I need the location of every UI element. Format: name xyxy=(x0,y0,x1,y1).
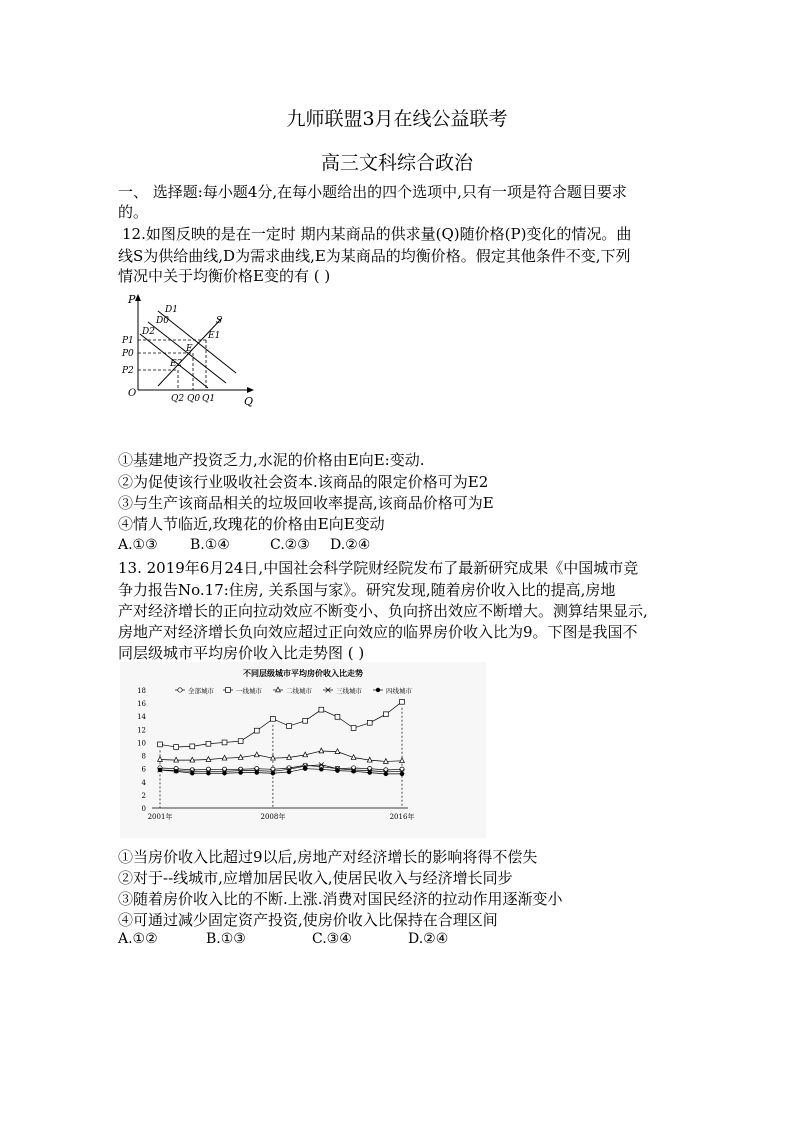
q13-item-3: ③随着房价收入比的不断.上涨.消费对国民经济的拉动作用逐渐变小 xyxy=(118,890,563,908)
q13-stem-3: 产对经济增长的正向拉动效应不断变小、负向挤出效应不断增大。测算结果显示, xyxy=(118,602,648,620)
data-point xyxy=(206,771,210,775)
data-point xyxy=(383,712,388,717)
data-point xyxy=(351,726,356,731)
data-point xyxy=(255,770,259,774)
data-point xyxy=(190,771,194,775)
q12-option-b: B.①④ xyxy=(190,537,230,553)
label-d2: D2 xyxy=(142,327,155,337)
tick-q0: Q0 xyxy=(187,394,201,404)
q12-item-2: ②为促使该行业吸收社会资本.该商品的限定价格可为E2 xyxy=(118,473,489,491)
q13-option-a: A.①② xyxy=(118,931,158,947)
y-tick-label: 10 xyxy=(137,739,146,748)
data-point xyxy=(335,768,339,772)
y-tick-label: 18 xyxy=(137,687,146,695)
x-axis-label: Q xyxy=(244,395,254,408)
data-point xyxy=(287,770,291,774)
label-d0: D0 xyxy=(156,316,169,326)
legend-marker xyxy=(376,688,380,692)
legend-marker xyxy=(178,688,182,692)
data-point xyxy=(158,768,162,772)
q13-item-1: ①当房价收入比超过9以后,房地产对经济增长的影响将得不偿失 xyxy=(118,848,538,866)
legend-item xyxy=(175,686,215,695)
data-point xyxy=(271,771,275,775)
legend-item xyxy=(323,686,363,695)
q12-stem-3: 情况中关于均衡价格E变的有 ( ) xyxy=(118,267,331,285)
data-point xyxy=(238,770,242,774)
data-point xyxy=(383,759,388,764)
data-point xyxy=(254,728,259,733)
legend-item xyxy=(273,686,313,695)
q12-stem-2: 线S为供给曲线,D为需求曲线,E为某商品的均衡价格。假定其他条件不变,下列 xyxy=(118,247,631,265)
legend-marker xyxy=(226,688,231,693)
q13-stem-5: 同层级城市平均房价收入比走势图 ( ) xyxy=(118,644,365,662)
section-heading: 一、 选择题:每小题4分,在每小题给出的四个选项中,只有一项是符合题目要求 xyxy=(118,183,627,201)
data-point xyxy=(238,739,243,744)
label-e: E xyxy=(186,344,193,354)
data-point xyxy=(158,742,163,747)
data-point xyxy=(319,767,323,771)
x-tick-label: 2001年 xyxy=(147,813,173,821)
data-point xyxy=(174,745,179,750)
data-point xyxy=(271,716,276,721)
data-point xyxy=(368,770,372,774)
series-triangle xyxy=(158,748,405,763)
q13-option-c: C.③④ xyxy=(312,931,352,947)
data-point xyxy=(319,707,324,712)
data-point xyxy=(400,772,404,776)
y-tick-label: 6 xyxy=(141,765,146,774)
tick-p1: P1 xyxy=(122,336,134,346)
data-point xyxy=(206,741,211,746)
page-subtitle: 高三文科综合政治 xyxy=(320,152,473,174)
q13-item-4: ④可通过减少固定资产投资,使房价收入比保持在合理区间 xyxy=(118,911,498,929)
y-tick-label: 0 xyxy=(141,805,146,813)
x-tick-label: 2016年 xyxy=(389,813,415,821)
legend-label: 一线城市 xyxy=(236,687,262,695)
series-line xyxy=(160,751,402,761)
q12-item-4: ④情人节临近,玫瑰花的价格由E向E变动 xyxy=(118,515,385,533)
origin-label: O xyxy=(128,388,137,399)
data-point xyxy=(303,718,308,723)
data-point xyxy=(174,769,178,773)
data-point xyxy=(351,769,355,773)
data-point xyxy=(367,720,372,725)
data-point xyxy=(206,757,211,762)
series-line xyxy=(160,702,402,747)
q12-option-c: C.②③ xyxy=(270,537,310,553)
tick-p2: P2 xyxy=(122,366,134,376)
label-d1: D1 xyxy=(165,305,178,315)
q12-item-3: ③与生产该商品相关的垃圾回收率提高,该商品价格可为E xyxy=(118,494,494,512)
y-tick-label: 16 xyxy=(137,700,146,709)
data-point xyxy=(190,744,195,749)
data-point xyxy=(319,748,324,753)
x-tick-label: 2008年 xyxy=(260,813,286,821)
data-point xyxy=(174,757,179,762)
data-point xyxy=(222,755,227,760)
legend-label: 三线城市 xyxy=(336,687,362,695)
q12-stem-1: 12.如图反映的是在一定时 期内某商品的供求量(Q)随价格(P)变化的情况。曲 xyxy=(122,225,632,243)
data-point xyxy=(287,724,292,729)
legend-marker xyxy=(276,687,281,692)
y-tick-label: 14 xyxy=(137,713,146,722)
data-point xyxy=(222,740,227,745)
legend-label: 全部城市 xyxy=(188,687,214,695)
legend-item xyxy=(373,686,413,695)
q13-option-d: D.②④ xyxy=(408,931,449,947)
legend-label: 二线城市 xyxy=(286,687,312,695)
label-e2: E2 xyxy=(170,359,183,369)
y-tick-label: 8 xyxy=(141,752,146,761)
label-s: S xyxy=(216,316,223,326)
tick-p0: P0 xyxy=(122,349,134,359)
y-tick-label: 12 xyxy=(137,726,146,735)
series-line xyxy=(160,765,402,770)
data-point xyxy=(400,699,405,704)
house-price-income-chart xyxy=(120,662,486,838)
page-title: 九师联盟3月在线公益联考 xyxy=(286,108,508,130)
q12-option-a: A.①③ xyxy=(118,537,158,553)
q13-option-b: B.①③ xyxy=(206,931,246,947)
data-point xyxy=(254,752,259,757)
series-square xyxy=(158,699,405,749)
tick-q2: Q2 xyxy=(171,394,185,404)
section-heading-cont: 的。 xyxy=(118,203,149,221)
tick-q1: Q1 xyxy=(202,394,216,404)
q12-item-1: ①基建地产投资乏力,水泥的价格由E向E:变动. xyxy=(118,451,425,469)
data-point xyxy=(335,749,340,754)
supply-demand-figure xyxy=(118,290,298,415)
y-axis-label: P xyxy=(128,293,136,306)
data-point xyxy=(335,714,340,719)
q13-stem-1: 13. 2019年6月24日,中国社会科学院财经院发布了最新研究成果《中国城市竞 xyxy=(118,559,639,577)
q12-option-d: D.②④ xyxy=(330,537,371,553)
q13-stem-2: 争力报告No.17:住房, 关系国与家》。研究发现,随着房价收入比的提高,房地 xyxy=(118,581,616,599)
legend-item xyxy=(223,686,263,695)
data-point xyxy=(158,757,163,762)
data-point xyxy=(400,758,405,763)
label-e1: E1 xyxy=(208,331,221,341)
q13-item-2: ②对于--线城市,应增加居民收入,使居民收入与经济增长同步 xyxy=(118,869,513,887)
y-tick-label: 2 xyxy=(141,791,146,800)
chart-title: 不同层级城市平均房价收入比走势 xyxy=(243,668,363,678)
data-point xyxy=(303,766,307,770)
data-point xyxy=(384,772,388,776)
data-point xyxy=(190,757,195,762)
data-point xyxy=(222,771,226,775)
legend-label: 四线城市 xyxy=(386,687,412,695)
q13-stem-4: 房地产对经济增长负向效应超过正向效应的临界房价收入比为9。下图是我国不 xyxy=(118,623,638,641)
y-tick-label: 4 xyxy=(141,778,146,787)
